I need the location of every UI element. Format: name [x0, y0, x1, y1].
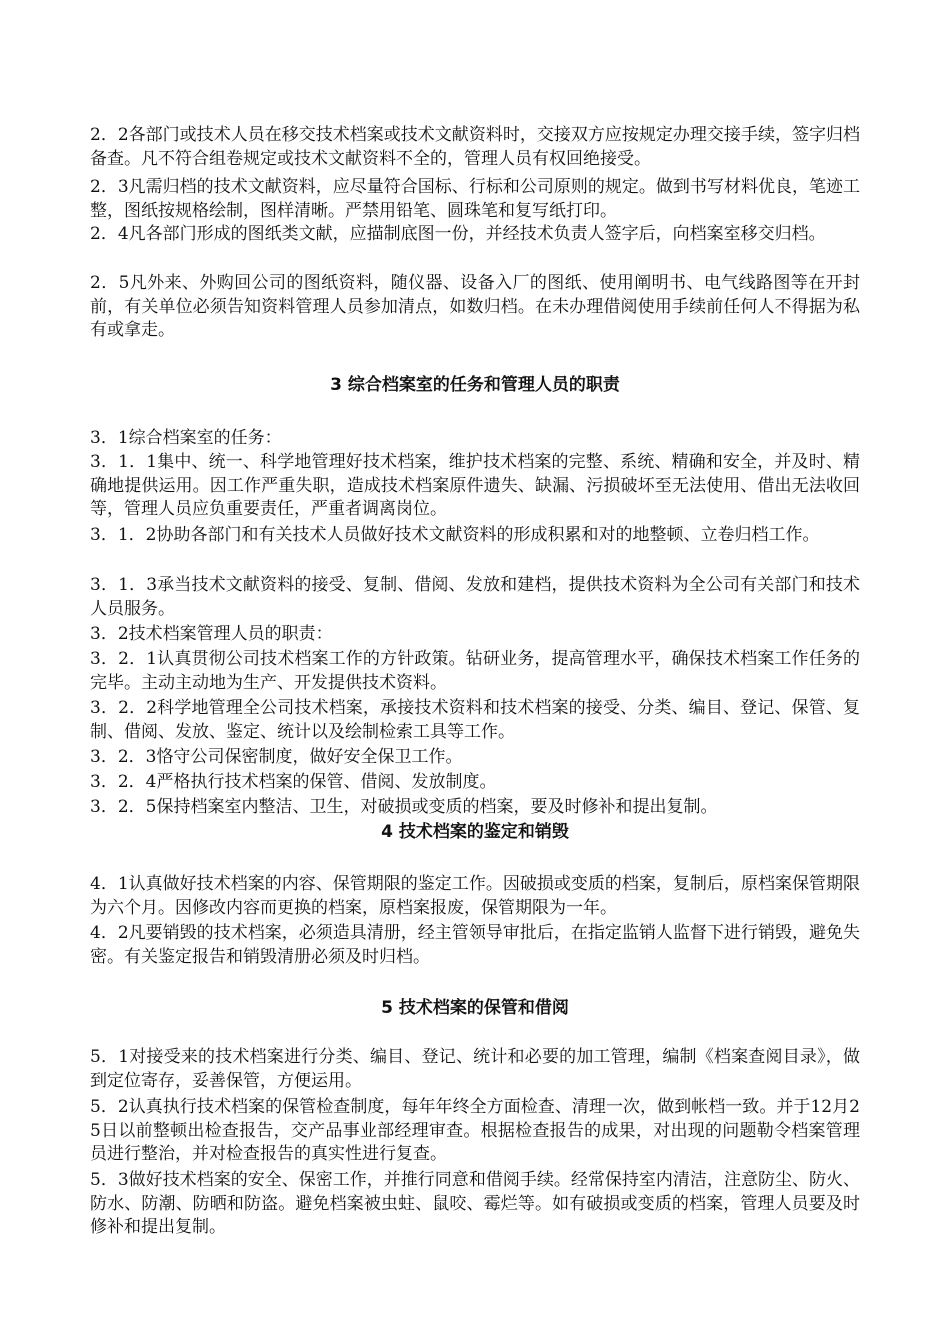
- clause-2-5: 2．5凡外来、外购回公司的图纸资料，随仪器、设备入厂的图纸、使用阐明书、电气线路图等在开封前，有关单位必须告知资料管理人员参加清点，如数归档。在未办理借阅使用手续前任何人不得据为私有或拿走。: [90, 273, 860, 340]
- clause-3-2: 3．2技术档案管理人员的职责：: [90, 624, 333, 644]
- clause-3-1-1: 3．1．1集中、统一、科学地管理好技术档案，维护技术档案的完整、系统、精确和安全，并及时、精确地提供运用。因工作严重失职，造成技术档案原件遗失、缺漏、污损破坏至无法使用、借出无法收回等，管理人员应负重要责任，严重者调离岗位。: [90, 452, 860, 519]
- section-5-heading: 5 技术档案的保管和借阅: [381, 998, 569, 1018]
- section-3-heading: 3 综合档案室的任务和管理人员的职责: [330, 375, 620, 395]
- clause-3-2-4: 3．2．4严格执行技术档案的保管、借阅、发放制度。: [90, 772, 497, 792]
- clause-3-1: 3．1综合档案室的任务：: [90, 428, 282, 448]
- clause-4-2: 4．2凡要销毁的技术档案，必须造具清册，经主管领导审批后，在指定监销人监督下进行销毁，避免失密。有关鉴定报告和销毁清册必须及时归档。: [90, 923, 860, 967]
- clause-3-2-1: 3．2．1认真贯彻公司技术档案工作的方针政策。钻研业务，提高管理水平，确保技术档案工作任务的完毕。主动主动地为生产、开发提供技术资料。: [90, 649, 860, 693]
- clause-5-1: 5．1对接受来的技术档案进行分类、编目、登记、统计和必要的加工管理，编制《档案查阅目录》，做到定位寄存，妥善保管，方便运用。: [90, 1047, 860, 1091]
- clause-2-2: 2．2各部门或技术人员在移交技术档案或技术文献资料时，交接双方应按规定办理交接手续，签字归档备查。凡不符合组卷规定或技术文献资料不全的，管理人员有权回绝接受。: [90, 125, 860, 169]
- clause-3-1-2: 3．1．2协助各部门和有关技术人员做好技术文献资料的形成积累和对的地整顿、立卷归档工作。: [90, 525, 820, 545]
- clause-3-2-5: 3．2．5保持档案室内整洁、卫生，对破损或变质的档案，要及时修补和提出复制。: [90, 797, 718, 817]
- clause-3-2-2: 3．2．2科学地管理全公司技术档案，承接技术资料和技术档案的接受、分类、编目、登记、保管、复制、借阅、发放、鉴定、统计以及绘制检索工具等工作。: [90, 698, 860, 742]
- clause-2-4: 2．4凡各部门形成的图纸类文献，应描制底图一份，并经技术负责人签字后，向档案室移交归档。: [90, 224, 826, 244]
- clause-3-2-3: 3．2．3恪守公司保密制度，做好安全保卫工作。: [90, 747, 463, 767]
- section-4-heading: 4 技术档案的鉴定和销毁: [381, 822, 569, 842]
- clause-2-3: 2．3凡需归档的技术文献资料，应尽量符合国标、行标和公司原则的规定。做到书写材料优良，笔迹工整，图纸按规格绘制，图样清晰。严禁用铅笔、圆珠笔和复写纸打印。: [90, 177, 860, 221]
- clause-3-1-3: 3．1．3承当技术文献资料的接受、复制、借阅、发放和建档，提供技术资料为全公司有关部门和技术人员服务。: [90, 575, 860, 619]
- clause-4-1: 4．1认真做好技术档案的内容、保管期限的鉴定工作。因破损或变质的档案，复制后，原档案保管期限为六个月。因修改内容而更换的档案，原档案报废，保管期限为一年。: [90, 874, 860, 918]
- clause-5-2: 5．2认真执行技术档案的保管检查制度，每年年终全方面检查、清理一次，做到帐档一致。并于12月25日以前整顿出检查报告，交产品事业部经理审查。根据检查报告的成果，对出现的问题勒令档案管理员进行整治，并对检查报告的真实性进行复查。: [90, 1097, 860, 1164]
- clause-5-3: 5．3做好技术档案的安全、保密工作，并推行同意和借阅手续。经常保持室内清洁，注意防尘、防火、防水、防潮、防晒和防盗。避免档案被虫蛀、鼠咬、霉烂等。如有破损或变质的档案，管理人员要及时修补和提出复制。: [90, 1170, 860, 1237]
